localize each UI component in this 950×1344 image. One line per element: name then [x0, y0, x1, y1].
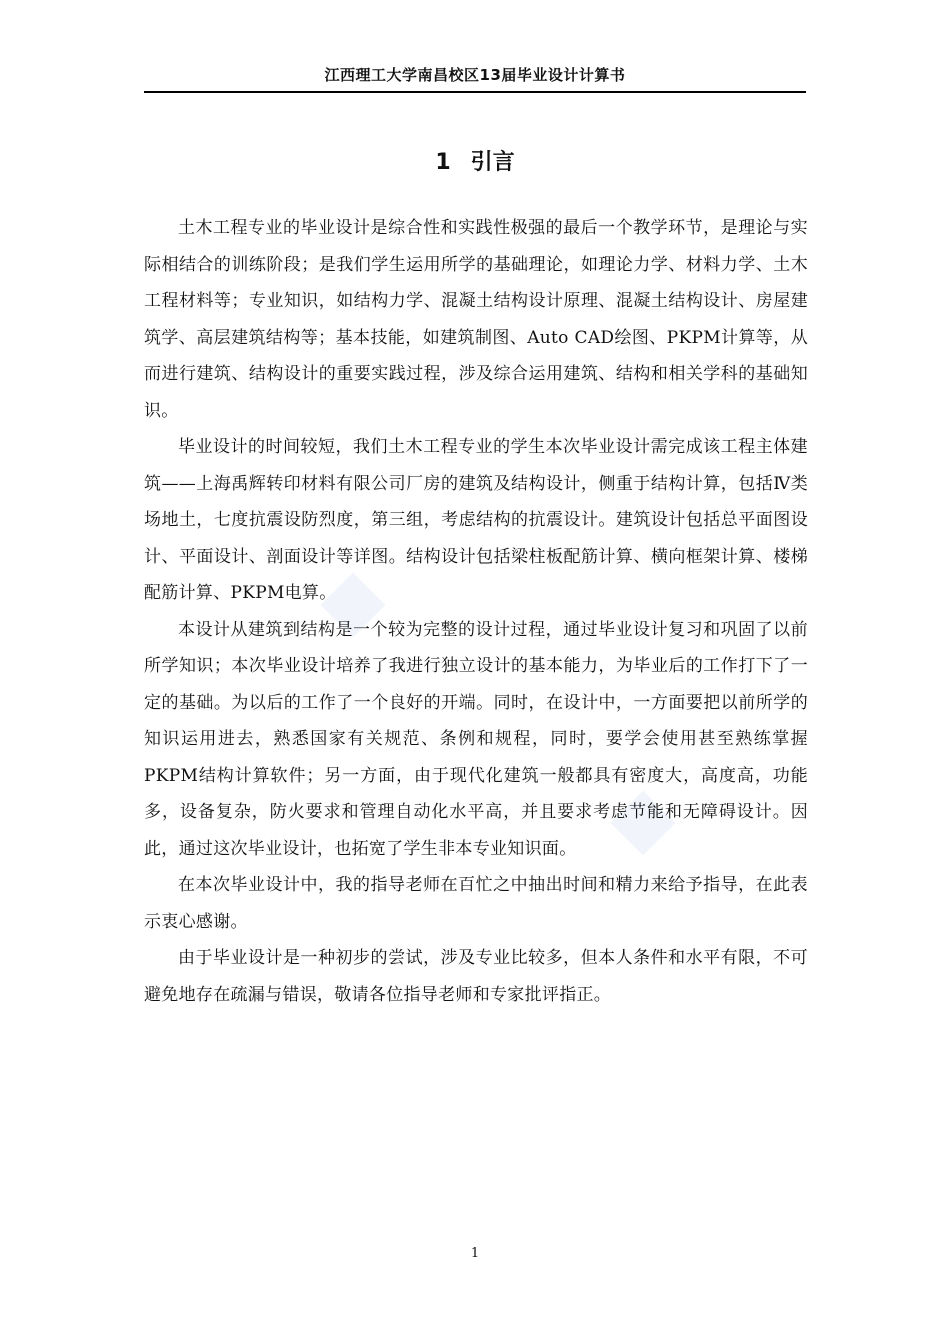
chapter-number: 1 — [435, 150, 451, 175]
paragraph-1: 土木工程专业的毕业设计是综合性和实践性极强的最后一个教学环节，是理论与实际相结合的训练阶段；是我们学生运用所学的基础理论，如理论力学、材料力学、土木工程材料等；专业知识，如结构力学、混凝土结构设计原理、混凝土结构设计、房屋建筑学、高层建筑结构等；基本技能，如建筑制图、Auto CAD绘图、PKPM计算等，从而进行建筑、结构设计的重要实践过程，涉及综合运用建筑、结构和相关学科的基础知识。 — [144, 218, 808, 421]
chapter-title-text: 引言 — [470, 150, 515, 175]
body-text — [144, 210, 808, 1013]
chapter-title — [144, 145, 806, 181]
paragraph-4: 在本次毕业设计中，我的指导老师在百忙之中抽出时间和精力来给予指导，在此表示衷心感谢。 — [144, 875, 808, 932]
paragraph-2: 毕业设计的时间较短，我们土木工程专业的学生本次毕业设计需完成该工程主体建筑——上海禹辉转印材料有限公司厂房的建筑及结构设计，侧重于结构计算，包括Ⅳ类场地土，七度抗震设防烈度，第三组，考虑结构的抗震设计。建筑设计包括总平面图设计、平面设计、剖面设计等详图。结构设计包括梁柱板配筋计算、横向框架计算、楼梯配筋计算、PKPM电算。 — [144, 437, 808, 603]
header-title: 江西理工大学南昌校区13届毕业设计计算书 — [324, 66, 626, 84]
page-number: 1 — [470, 1246, 480, 1261]
page-header — [144, 62, 806, 93]
paragraph-5: 由于毕业设计是一种初步的尝试，涉及专业比较多，但本人条件和水平有限，不可避免地存在疏漏与错误，敬请各位指导老师和专家批评指正。 — [144, 948, 808, 1005]
paragraph-3: 本设计从建筑到结构是一个较为完整的设计过程，通过毕业设计复习和巩固了以前所学知识；本次毕业设计培养了我进行独立设计的基本能力，为毕业后的工作打下了一定的基础。为以后的工作了一个良好的开端。同时，在设计中，一方面要把以前所学的知识运用进去，熟悉国家有关规范、条例和规程，同时，要学会使用甚至熟练掌握PKPM结构计算软件；另一方面，由于现代化建筑一般都具有密度大，高度高，功能多，设备复杂，防火要求和管理自动化水平高，并且要求考虑节能和无障碍设计。因此，通过这次毕业设计，也拓宽了学生非本专业知识面。 — [144, 619, 808, 859]
